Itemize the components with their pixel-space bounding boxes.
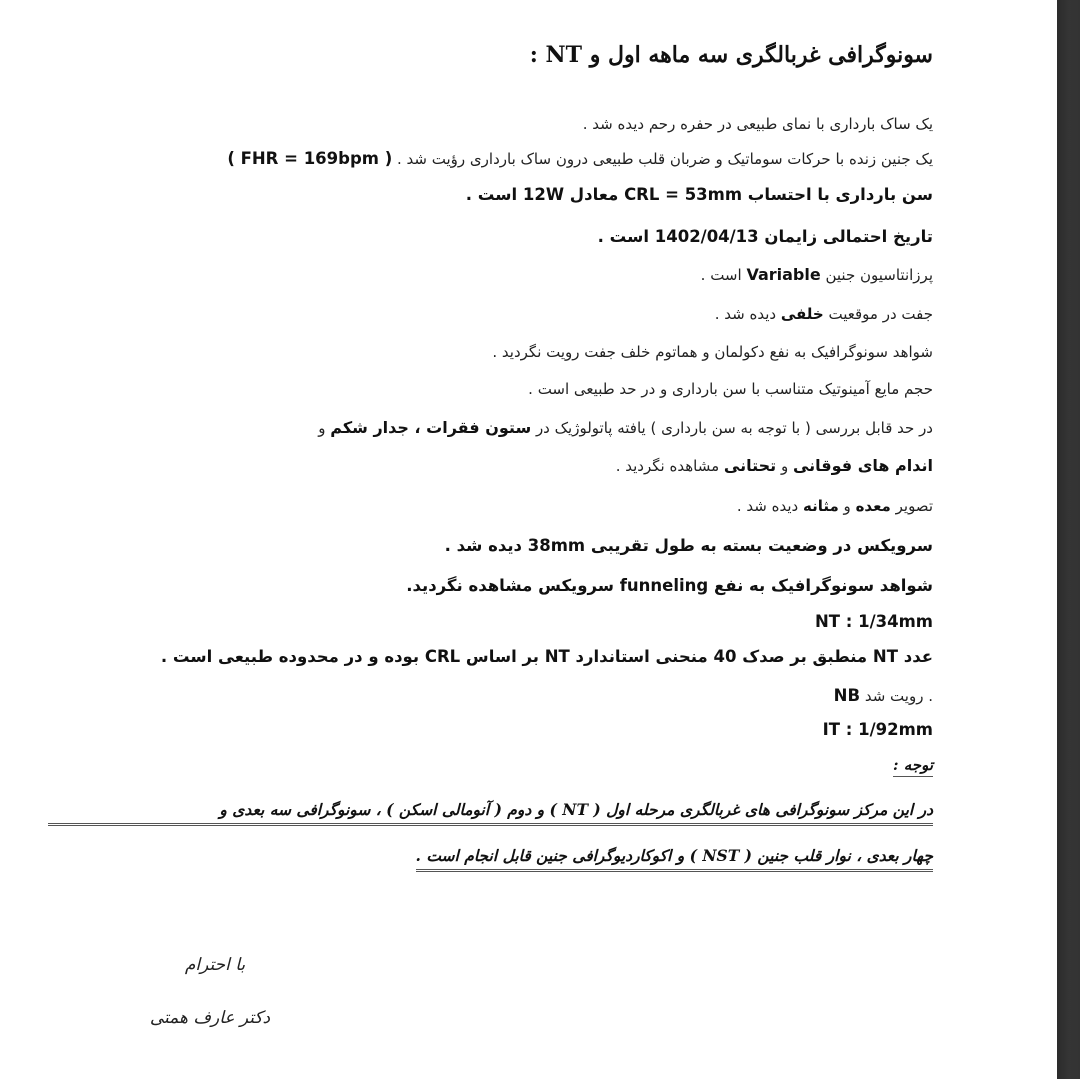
presentation-value: Variable — [746, 265, 821, 284]
line-due-date: تاریخ احتمالی زایمان 1402/04/13 است . — [597, 227, 933, 246]
placenta-label: جفت در موقعیت — [823, 305, 933, 323]
pathology-text: در حد قابل بررسی ( با توجه به سن بارداری ) یافته پاتولوژیک در — [531, 419, 933, 437]
line-abruption: شواهد سونوگرافیک به نفع دکولمان و هماتوم خلف جفت رویت نگردید . — [492, 343, 933, 361]
stomach-label: معده — [855, 497, 891, 515]
stomach-post: دیده شد . — [736, 497, 803, 515]
line-nt-percentile: عدد NT منطبق بر صدک 40 منحنی استاندارد NT بر اساس CRL بوده و در محدوده طبیعی است . — [160, 647, 933, 666]
line-amniotic-fluid: حجم مایع آمینوتیک متناسب با سن بارداری و در حد طبیعی است . — [528, 380, 933, 398]
line-pathology-1 — [318, 418, 933, 437]
line-pathology-2 — [616, 456, 933, 475]
note-heading: توجه : — [893, 756, 933, 777]
pathology-spine-abdomen: ستون فقرات ، جدار شکم — [330, 418, 532, 437]
stomach-pre: تصویر — [890, 497, 933, 515]
signature-closing: با احترام — [184, 955, 246, 975]
document-title: سونوگرافی غربالگری سه ماهه اول و NT : — [529, 42, 933, 68]
viewer-scrollbar[interactable] — [1057, 0, 1080, 1079]
line-cervix-length: سرویکس در وضعیت بسته به طول تقریبی 38mm دیده شد . — [444, 536, 933, 555]
stomach-mid: و — [838, 497, 856, 515]
line-funneling: شواهد سونوگرافیک به نفع funneling سرویکس مشاهده نگردید. — [406, 576, 933, 595]
line-gestational-sac: یک ساک بارداری با نمای طبیعی در حفره رحم دیده شد . — [582, 115, 933, 133]
line-nasal-bone — [834, 686, 933, 705]
nb-suffix: رویت شد . — [860, 687, 933, 705]
nt-value: NT : 1/34mm — [814, 612, 933, 631]
placenta-position: خلفی — [780, 305, 824, 323]
pathology2-post: مشاهده نگردید . — [615, 457, 724, 475]
note-line-1: در این مرکز سونوگرافی های غربالگری مرحله اول ( NT ) و دوم ( آنومالی اسکن ) ، سونوگرافی سه بعدی و — [48, 800, 933, 826]
presentation-label: پرزانتاسیون جنین — [820, 266, 933, 284]
fhr-value: ( FHR = 169bpm ) — [227, 149, 393, 168]
pathology-lower-limbs: تحتانی — [723, 456, 777, 475]
line-live-fetus — [227, 149, 933, 168]
pathology2-mid: و — [776, 457, 793, 475]
placenta-suffix: دیده شد . — [714, 305, 781, 323]
line-presentation — [701, 265, 933, 284]
it-value: IT : 1/92mm — [822, 720, 933, 739]
line-stomach-bladder — [737, 497, 933, 515]
bladder-label: مثانه — [803, 497, 839, 515]
nb-label: NB — [833, 686, 861, 705]
line-placenta — [715, 305, 933, 323]
line-live-fetus-text: یک جنین زنده با حرکات سوماتیک و ضربان قلب طبیعی درون ساک بارداری رؤیت شد . — [392, 150, 933, 168]
pathology-upper-limbs: اندام های فوقانی — [792, 456, 933, 475]
presentation-suffix: است . — [700, 266, 747, 284]
signature-name: دکتر عارف همتی — [149, 1008, 271, 1028]
line-gestational-age: سن بارداری با احتساب CRL = 53mm معادل 12W است . — [465, 185, 933, 204]
pathology-conj: و — [318, 419, 331, 437]
note-line-2: چهار بعدی ، نوار قلب جنین ( NST ) و اکوکاردیوگرافی جنین قابل انجام است . — [416, 846, 933, 872]
